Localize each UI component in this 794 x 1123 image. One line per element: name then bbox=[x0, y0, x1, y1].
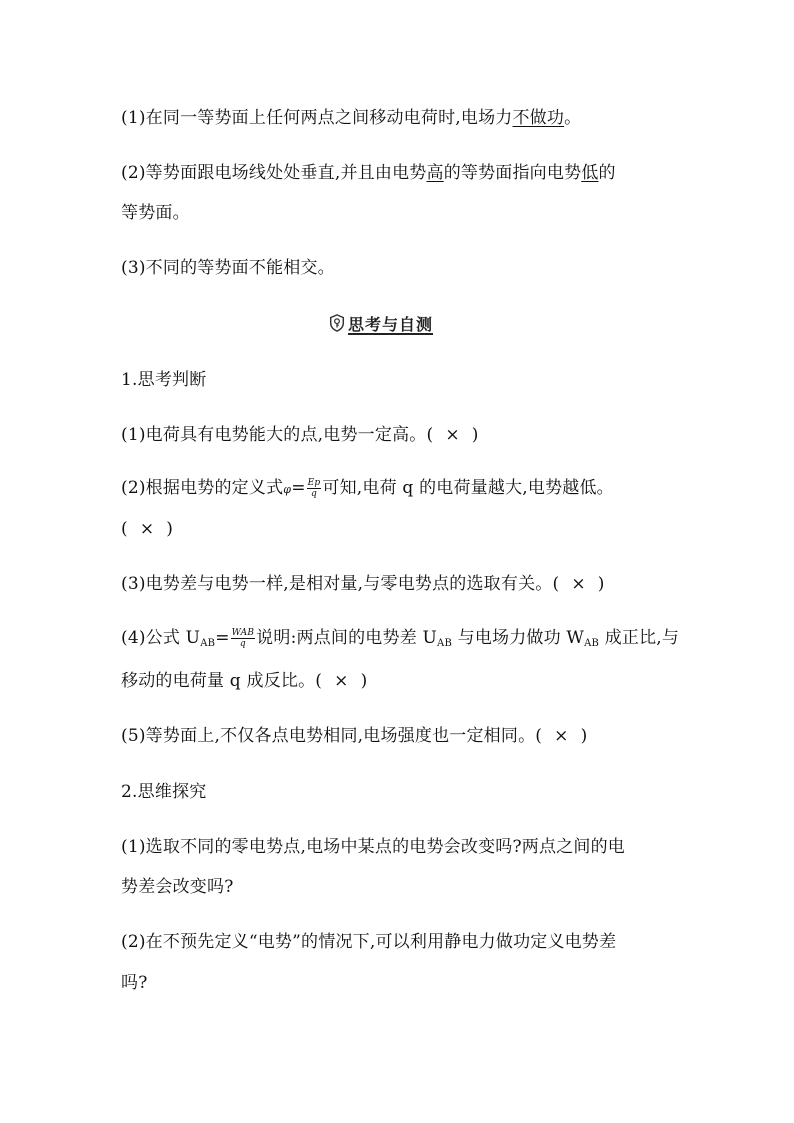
inquiry-2: (2)在不预先定义“电势”的情况下,可以利用静电力做功定义电势差 bbox=[121, 932, 617, 952]
subscript: AB bbox=[200, 638, 216, 649]
subscript: AB bbox=[437, 638, 453, 649]
item-2-blank-1: 高 bbox=[426, 163, 444, 183]
paren-open: ( bbox=[121, 519, 128, 539]
subscript: AB bbox=[584, 638, 600, 649]
question-2 bbox=[121, 476, 614, 502]
item-2-text-a: (2)等势面跟电场线处处垂直,并且由电势 bbox=[121, 163, 427, 183]
question-3 bbox=[121, 572, 605, 596]
equals-sign: = bbox=[291, 478, 306, 498]
question-2-text: (2)根据电势的定义式 bbox=[121, 478, 284, 498]
inquiry-1: (1)选取不同的零电势点,电场中某点的电势会改变吗?两点之间的电 bbox=[121, 837, 625, 857]
item-2-text-c: 的 bbox=[598, 163, 616, 183]
item-3: (3)不同的等势面不能相交。 bbox=[121, 258, 335, 278]
answer-mark: × bbox=[445, 425, 460, 445]
paren-close: ) bbox=[166, 519, 174, 539]
question-1 bbox=[121, 423, 479, 447]
heading-title: 思考与自测 bbox=[348, 314, 434, 334]
paren-close: ) bbox=[471, 425, 479, 445]
paren-close: ) bbox=[580, 726, 588, 746]
question-4 bbox=[121, 626, 679, 656]
fraction-numerator: WAB bbox=[231, 628, 255, 638]
paren-close: ) bbox=[360, 671, 368, 691]
item-1 bbox=[121, 106, 581, 130]
question-1-text: (1)电荷具有电势能大的点,电势一定高。( bbox=[121, 425, 434, 445]
equals-sign: = bbox=[215, 628, 230, 648]
answer-mark: × bbox=[334, 671, 349, 691]
question-4-cont bbox=[121, 669, 367, 693]
item-2-blank-2: 低 bbox=[581, 163, 599, 183]
fraction-numerator: Ep bbox=[307, 478, 321, 488]
section-heading bbox=[328, 311, 433, 335]
item-1-end: 。 bbox=[564, 108, 582, 128]
fraction bbox=[231, 628, 256, 649]
question-2-answer bbox=[121, 517, 173, 541]
question-2-text-end: 可知,电荷 q 的电荷量越大,电势越低。 bbox=[322, 478, 614, 498]
answer-mark: × bbox=[554, 726, 569, 746]
item-2 bbox=[121, 161, 616, 185]
item-1-blank: 不做功 bbox=[512, 108, 565, 128]
item-1-text: (1)在同一等势面上任何两点之间移动电荷时,电场力 bbox=[121, 108, 513, 128]
question-4-text: (4)公式 U bbox=[121, 628, 201, 648]
question-3-text: (3)电势差与电势一样,是相对量,与零电势点的选取有关。( bbox=[121, 574, 560, 594]
shield-check-icon bbox=[328, 314, 346, 332]
question-5-text: (5)等势面上,不仅各点电势相同,电场强度也一定相同。( bbox=[121, 726, 543, 746]
inquiry-1-cont: 势差会改变吗? bbox=[121, 877, 234, 897]
phi-symbol: φ bbox=[283, 483, 292, 496]
question-5 bbox=[121, 724, 587, 748]
fraction-denominator: q bbox=[239, 639, 246, 649]
fraction-denominator: q bbox=[311, 489, 317, 499]
question-4-line-2: 移动的电荷量 q 成反比。( bbox=[121, 671, 323, 691]
item-2-cont: 等势面。 bbox=[121, 203, 190, 223]
question-4-mid: 说明:两点间的电势差 U bbox=[256, 628, 438, 648]
answer-mark: × bbox=[139, 519, 155, 539]
inquiry-2-cont: 吗? bbox=[121, 973, 148, 993]
answer-mark: × bbox=[571, 574, 586, 594]
section-2-title: 2.思维探究 bbox=[121, 782, 207, 802]
question-4-mid-2: 与电场力做功 W bbox=[452, 628, 585, 648]
item-2-text-b: 的等势面指向电势 bbox=[443, 163, 582, 183]
section-1-title: 1.思考判断 bbox=[121, 370, 207, 390]
paren-close: ) bbox=[597, 574, 605, 594]
fraction bbox=[307, 478, 322, 499]
question-4-end: 成正比,与 bbox=[599, 628, 680, 648]
